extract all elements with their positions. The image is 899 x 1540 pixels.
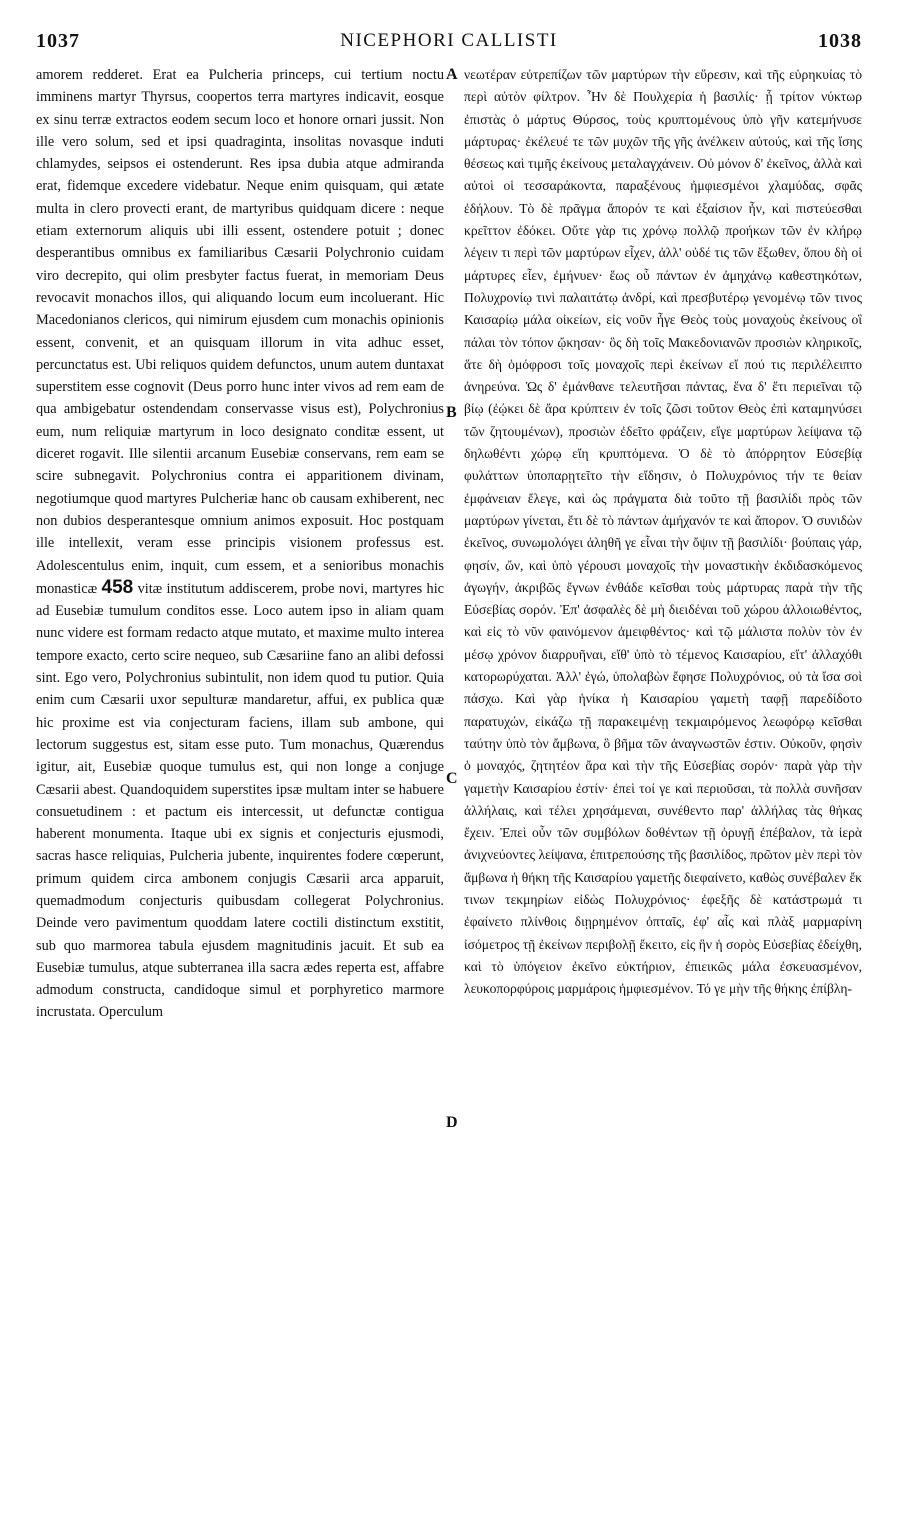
column-number: 458 xyxy=(101,576,134,598)
page-number-left: 1037 xyxy=(36,30,80,52)
section-marker-d: D xyxy=(446,1114,458,1131)
section-marker-a: A xyxy=(446,66,458,83)
running-header xyxy=(36,30,862,60)
greek-paragraph: νεωτέραν εὐτρεπίζων τῶν μαρτύρων τὴν εὕρεσιν, καὶ τῆς εὑρηκυίας τὸ περὶ αὐτὸν φίλτρον. Ἦν δὲ Πουλχερία ἡ βασιλίς· ᾗ τρίτον νύκτωρ ἐπιστὰς ὁ μάρτυς Θύρσος, τοὺς κρυπτομένους ὑπὸ γῆν κατεμήνυσε μάρτυρας· ἐκέλευέ τε τῶν μυχῶν τῆς γῆς ἀνέλκειν αὐτούς, καὶ τῆς ἴσης θέσεως καὶ τιμῆς ἐκείνους μεταλαγχάνειν. Οὐ μόνον δ' ἐκεῖνος, ἀλλὰ καὶ αὐτοὶ οἱ τεσσαράκοντα, παραξένους ἠμφιεσμένοι χλαμύδας, σφᾶς ἐδήλουν. Τὸ δὲ πρᾶγμα ἄπορόν τε καὶ ἐξαίσιον ἦν, καὶ πιστεύεσθαι κρεῖττον ἐδόκει. Οὔτε γὰρ τις χρόνῳ πολλῷ προήκων τῶν ἐν κλήρῳ λέγειν τι περὶ τῶν μαρτύρων εἶχεν, ἀλλ' οὐδέ τις τῶν ἔξωθεν, ὅπου δὴ οἱ μάρτυρες εἶεν, ἐμήνυεν· ἕως οὗ πάντων ἐν ἀμηχάνῳ καθεστηκότων, Πολυχρονίῳ τινὶ παλαιτάτῳ ἀνδρί, καὶ πρεσβυτέρῳ γενομένῳ τῶν τινος Καισαρίῳ μάλα οἰκείων, εἰς νοῦν ἦγε Θεὸς τοὺς μοναχοὺς ἐκείνους οἳ πάλαι τὸν τόπον ᾤκησαν· ὃς δὴ τοῖς Μακεδονιανῶν προσιὼν κληρικοῖς, ἅτε δὴ ὁμόφροσι τοῖς μοναχοῖς περὶ ἐκείνων εἴ πού τις περιλέλειπτο ἀνηρεύνα. Ὡς δ' ἐμάνθανε τελευτῆσαι πάντας, ἕνα δ' ἔτι περιεῖναι τῷ βίῳ (ἐῴκει δὲ ἄρα κρύπτειν ἐν τοῖς ζῶσι τοῦτον Θεὸς ἐπὶ καταμηνύσει τῶν ζητουμένων), προσιὼν ἐδεῖτο φράζειν, εἴγε μαρτύρων λείψανα τῷ δηλωθέντι χώρῳ εἴη κρυπτόμενα. Ὁ δὲ τὸ ἀπόρρητον Εὐσεβίᾳ φυλάττων ὑποπαρῃτεῖτο τὴν εἴδησιν, ὁ Πολυχρόνιος τήν τε θείαν ἐμφάνειαν ἔλεγε, καὶ ὡς πράγματα διὰ τοῦτο τῇ βασιλίδι πρὸς τῶν μαρτύρων γίνεται, ἔτι δὲ τὸ πάντων ἀμήχανόν τε καὶ ἄπορον. Ὁ συνιδὼν ἐκεῖνος, συνωμολόγει ἀληθῆ γε εἶναι τὴν ὄψιν τῇ βασιλίδι· βούπαις γάρ, φησίν, ὤν, καὶ ὑπὸ γέρουσι μοναχοῖς τὴν μοναστικὴν ἐκδιδασκόμενος ἀγωγήν, ἀκριβῶς ἔγνων ἐνθάδε κεῖσθαι τοὺς μάρτυρας παρὰ τὴν τῆς Εὐσεβίας σορόν. Ἐπ' ἀσφαλὲς δὲ μὴ διειδέναι τοῦ χώρου ἀλλοιωθέντος, καὶ εἰς τὸ νῦν φαινόμενον ἀμειφθέντος· καὶ τῷ μάλιστα πολὺν τὸν ἐν μέσῳ χρόνον διαρρυῆναι, εἴθ' ὑπὸ τὸ τέμενος Καισαρίου, εἴτ' ἀλλαχόθι κατορωρύχαται. Ἀλλ' ἐγώ, ὑπολαβὼν ἔφησε Πολυχρόνιος, οὐ τὰ ἴσα σοὶ πάσχω. Καὶ γὰρ ἡνίκα ἡ Καισαρίου γαμετὴ ταφῇ παρεδίδοτο παρατυχών, εἰκάζω τῇ παρακειμένῃ τεκμαιρόμενος λεωφόρῳ κεῖσθαι ταύτην ὑπὸ τὸν ἄμβωνα, ὃ βῆμα τῶν ἀναγνωστῶν ἐστιν. Οὐκοῦν, φησὶν ὁ μοναχός, ζητητέον ἄρα καὶ τὴν τῆς Εὐσεβίας σορόν· παρὰ γὰρ τὴν γαμετὴν Καισαρίου ἐστίν· ἐπεὶ τοί γε καὶ περιοῦσαι, τὰ πολλὰ συνῆσαν ἀλλήλαις, καὶ τέλει χρησάμεναι, συνέθεντο παρ' ἀλλήλας τὰς θήκας ἔχειν. Ἐπεὶ οὖν τῶν συμβόλων δοθέντων τῇ ὀρυγῇ ἐπέβαλον, τὰ ἱερὰ ἀνιχνεύοντες λείψανα, ἐπιτρεπούσης τῆς βασιλίδος, πρῶτον μὲν περὶ τὸν ἄμβωνα ἡ θήκη τῆς Καισαρίου γαμετῆς διεφαίνετο, καθὼς συνέβαλεν ἔκ τινων τεκμηρίων εἰδὼς Πολυχρόνιος· ἐφεξῆς δὲ κατάστρωμά τι ἐφαίνετο πλίνθοις διῃρημένον ὀπταῖς, ἐφ' αἷς καὶ πλὰξ μαρμαρίνη ἰσόμετρος τῇ ἐκείνων περιβολῇ ἔκειτο, εἰς ἣν ἡ σορὸς Εὐσεβίας ἐδείχθη, καὶ τὸ ὑπόγειον ἐκεῖνο εὐκτήριον, ἐπιεικῶς μάλα ἐσκευασμένον, λευκοπορφύροις μαρμάροις ἠμφιεσμένον. Τό γε μὴν τῆς θήκης ἐπίβλη- xyxy=(464,67,862,997)
latin-text-part2: vitæ institutum addiscerem, probe novi, martyres hic ad Eusebiæ tumulum conditos esse. Loco autem ipso in aliam quam nunc videre est formam redacto atque mutato, et maxime multo interea tempore exacto, certo scire nequeo, sub Cæsariine fano an alibi defossi sint. Ego vero, Polychronius subintulit, non idem quod tu putior. Quia enim cum Cæsarii uxor sepulturæ mandaretur, affui, ex publica quæ hic proxime est via conjecturam faciens, illam sub ambone, qui lectorum suggestus est, sitam esse puto. Tum monachus, Quærendus igitur, ait, Eusebiæ quoque tumulus est, qui non longe a conjuge Cæsarii abest. Quandoquidem superstites ipsæ multam inter se habuere consuetudinem : et pactum eis intercessit, ut defunctæ contigua haberent monumenta. Itaque ubi ex signis et conjecturis ejusmodi, sacras hasce reliquias, Pulcheria jubente, inquirentes fodere cœperunt, primum quidem circa ambonem conjugis Cæsarii arca apparuit, quemadmodum conjecturis quibusdam collegerat Polychronius. Deinde vero pavimentum quoddam latere coctili distinctum exstitit, sub quo marmorea tabula ejusdem magnitudinis jacuit. Et sub ea Eusebiæ tumulus, atque subterranea illa sacra ædes reperta est, affabre admodum constructa, candidoque simul et porphyretico marmore incrustata. Operculum xyxy=(36,580,444,1021)
running-title: NICEPHORI CALLISTI xyxy=(340,30,558,51)
latin-text-part1: amorem redderet. Erat ea Pulcheria princeps, cui tertium noctu imminens martyr Thyrsus, coopertos terra martyres indicavit, eosque ex sinu terræ extractos eodem secum loco et honore ornari jussit. Non ille vero solum, sed et ipsi quadraginta, insolitas novasque induti chlamydes, seipsos ei ostenderunt. Res ipsa dubia atque admiranda erat, fidemque excedere videbatur. Neque enim quisquam, qui ætate multa in clero provecti erant, de martyribus quidquam dicere : neque etiam externorum aliquis ubi illi essent, ostendere potuit ; donec desperantibus omnibus ex familiaribus Cæsarii Polychronio cuidam viro decrepito, qui olim presbyter factus fuerat, in memoriam Deus revocavit monachos illos, qui aliquando locum eum incoluerant. Hic Macedonianos clericos, qui nimirum ejusdem cum monachis opinionis essent, convenit, et an quisquam illorum in vita adhuc esset, percunctatus est. Ubi reliquos quidem defunctos, unum autem duntaxat superstitem esse cognovit (Deus porro hunc inter vivos ad rem eam de qua ambigebatur ostendendam conservasse visus est), Polychronius eum, num reliquiæ martyrum in loco designato conditæ essent, ut diceret rogavit. Ille silentii arcanum Eusebiæ conservans, rem eam se scire subnegavit. Polychronius contra ei apparitionem divinam, negotiumque quod martyres Pulcheriæ hanc ob causam exhiberent, nec non dubios desperantesque omnium animos exposuit. Hoc postquam ille intellexit, veram esse principis visionem professus est. Adolescentulus enim, inquit, cum essem, et a senioribus monachis monasticæ xyxy=(36,67,444,597)
page-number-right: 1038 xyxy=(818,30,862,52)
latin-column xyxy=(36,64,444,1524)
greek-column xyxy=(464,64,862,1524)
section-marker-b: B xyxy=(446,404,457,421)
latin-paragraph xyxy=(36,64,444,1024)
section-marker-c: C xyxy=(446,770,458,787)
